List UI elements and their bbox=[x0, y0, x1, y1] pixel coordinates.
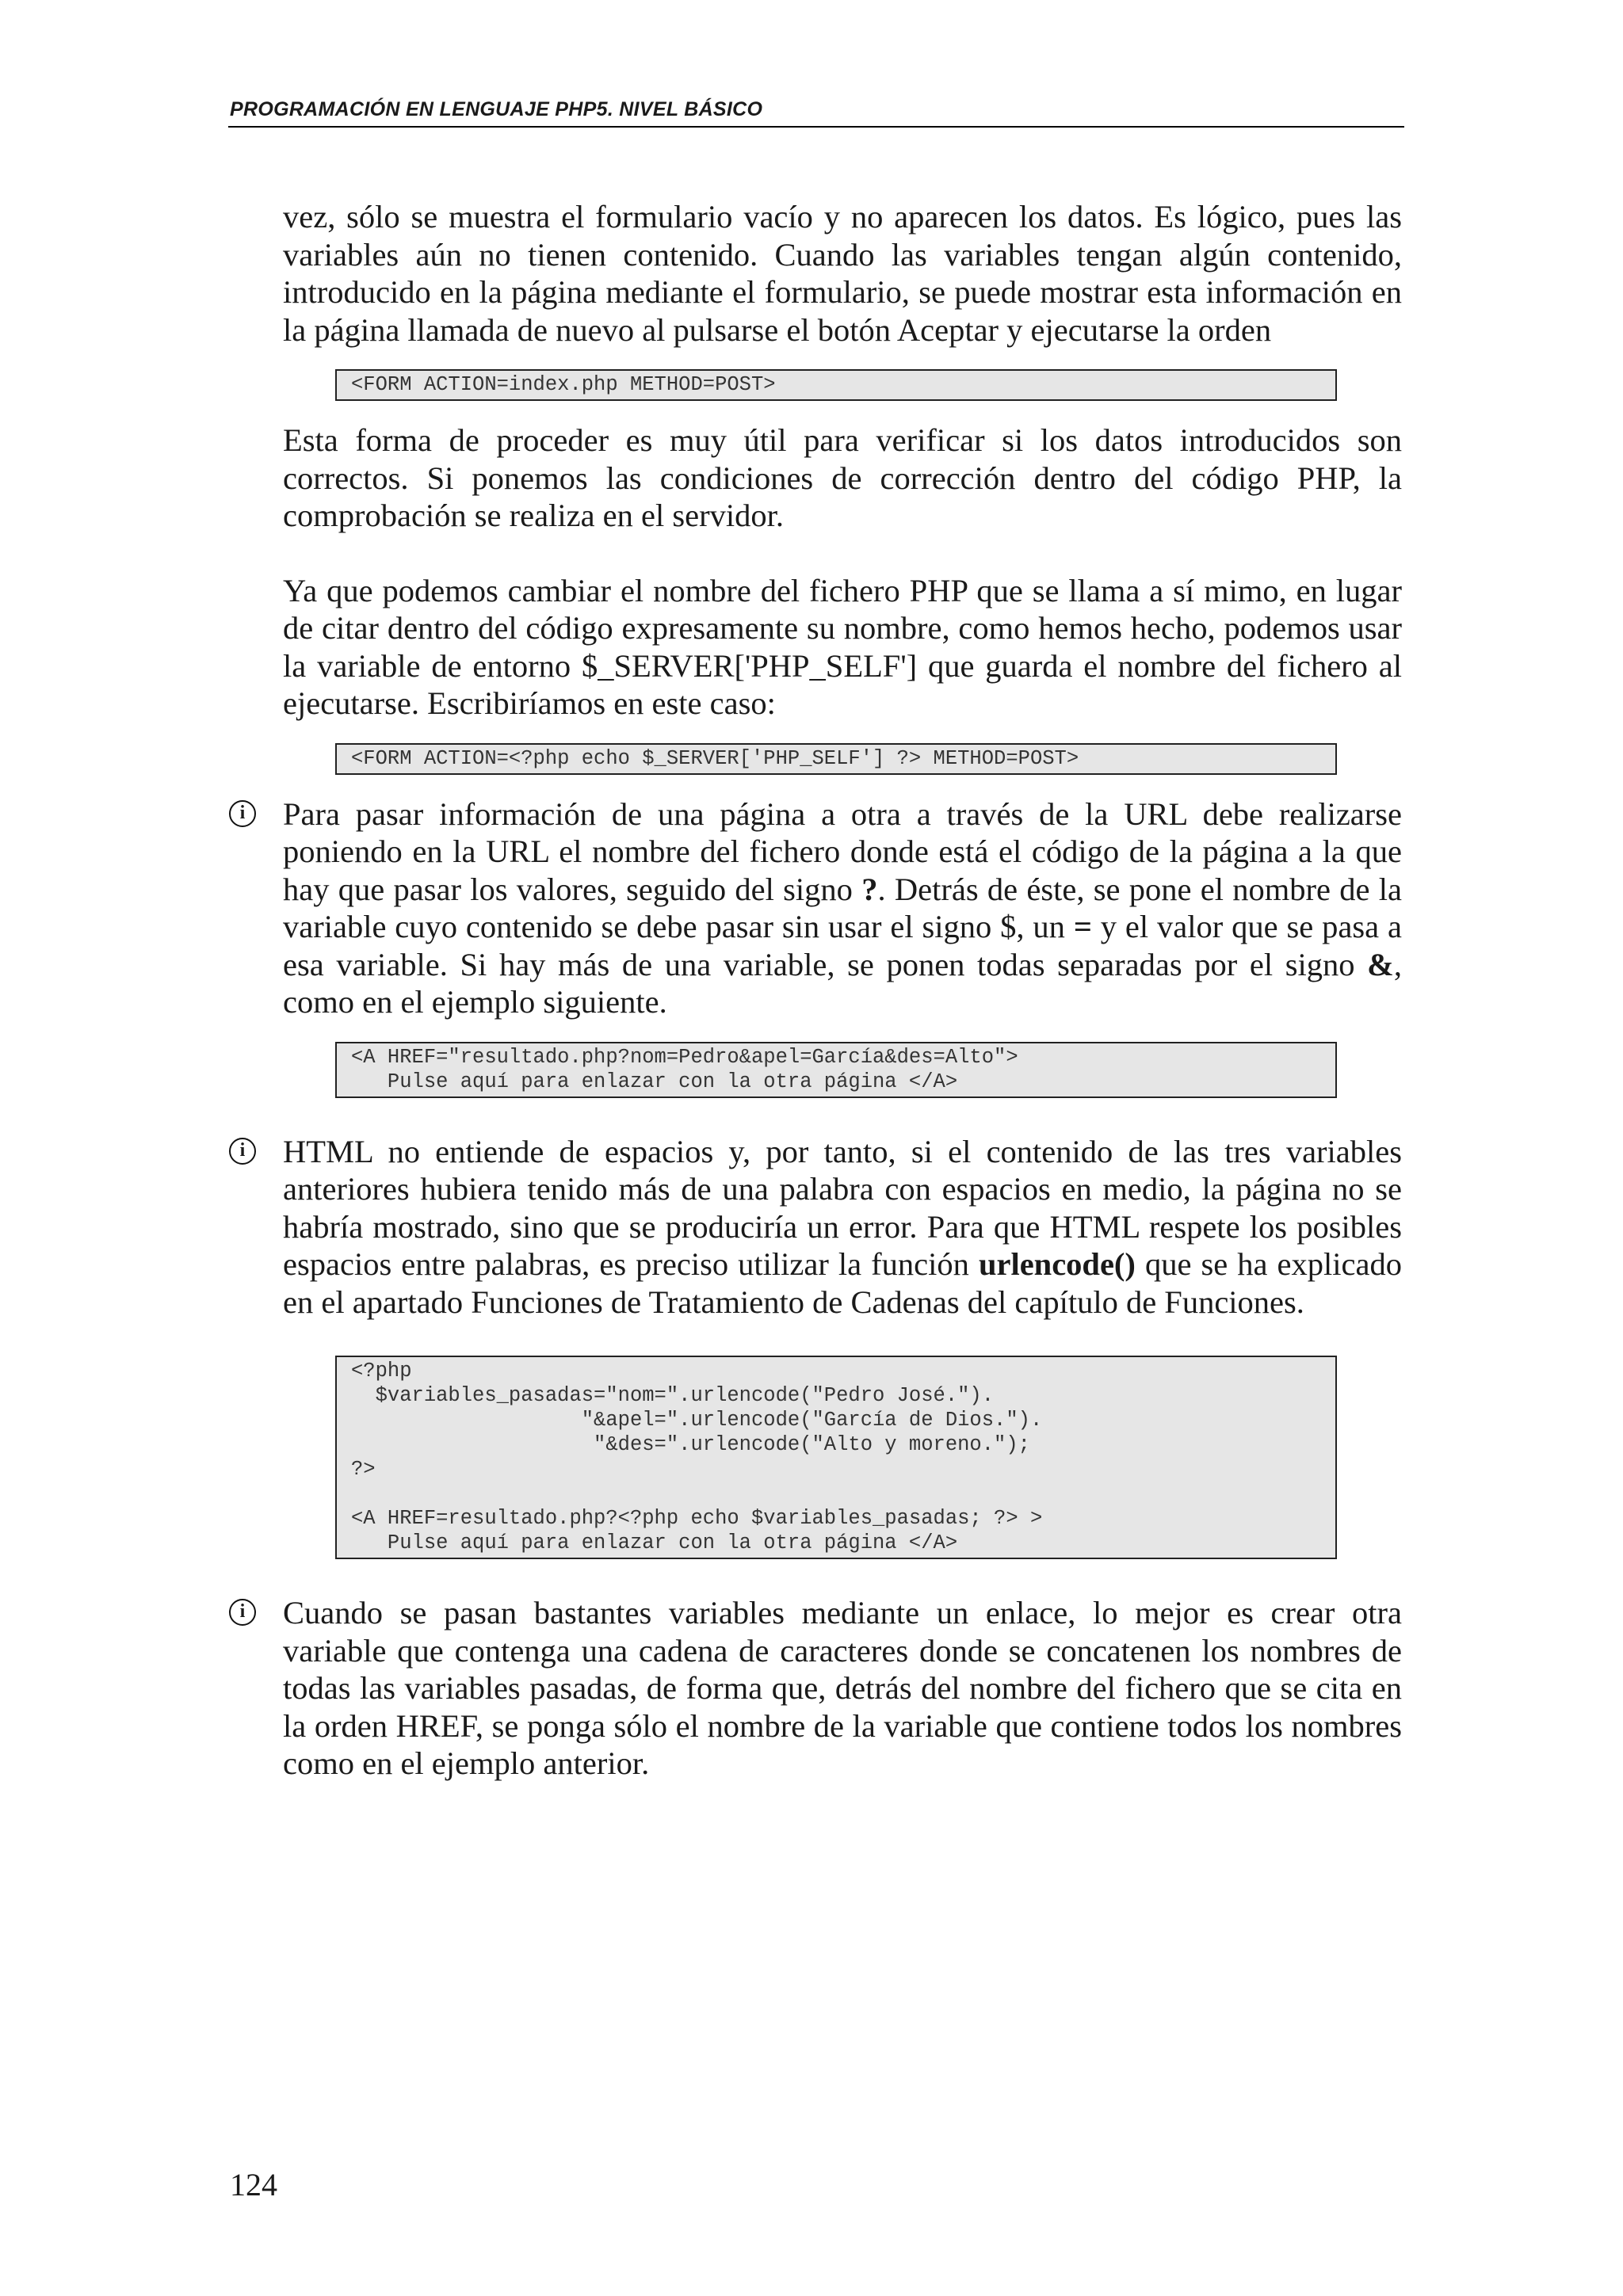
code-block: <?php $variables_pasadas="nom=".urlencode("Pedro José."). "&apel=".urlencode("García de Dios."). "&des=".urlencode("Alto y moreno."); ?> <A HREF=resultado.php?<?php echo $variables_pasadas; ?> > Pulse aquí para enlazar con la otra página </A> bbox=[335, 1356, 1337, 1559]
page-number: 124 bbox=[230, 2167, 277, 2203]
running-header: PROGRAMACIÓN EN LENGUAJE PHP5. NIVEL BÁSICO bbox=[230, 98, 763, 120]
header-rule bbox=[228, 126, 1404, 128]
paragraph: Ya que podemos cambiar el nombre del fichero PHP que se llama a sí mimo, en lugar de citar dentro del código expresamente su nombre, como hemos hecho, podemos usar la variable de entorno $_SERVER['PHP_SELF'] que guarda el nombre del fichero al ejecutarse. Escribiríamos en este caso: bbox=[283, 572, 1402, 721]
paragraph: vez, sólo se muestra el formulario vacío y no aparecen los datos. Es lógico, pues las variables aún no tienen contenido. Cuando las variables tengan algún contenido, introducido en la página mediante el formulario, se puede mostrar esta información en la página llamada de nuevo al pulsarse el botón Aceptar y ejecutarse la orden bbox=[283, 199, 1402, 348]
paragraph-gap bbox=[283, 535, 1402, 572]
code-block: <A HREF="resultado.php?nom=Pedro&apel=García&des=Alto"> Pulse aquí para enlazar con la otra página </A> bbox=[335, 1042, 1337, 1098]
page-body bbox=[239, 198, 1402, 1783]
paragraph: Esta forma de proceder es muy útil para verificar si los datos introducidos son correctos. Si ponemos las condiciones de corrección dentro del código PHP, la comprobación se realiza en el servidor. bbox=[283, 422, 1402, 533]
code-block: <FORM ACTION=index.php METHOD=POST> bbox=[335, 369, 1337, 401]
info-note: i Para pasar información de una página a otra a través de la URL debe realizarse poniendo en la URL el nombre del fichero donde está el código de la página a la que hay que pasar los valores, seguido del signo ?. Detrás de éste, se pone el nombre de la variable cuyo contenido se debe pasar sin usar el signo $, un = y el valor que se pasa a esa variable. Si hay más de una variable, se ponen todas separadas por el signo &, como en el ejemplo siguiente. bbox=[283, 795, 1402, 1021]
info-circle-icon: i bbox=[229, 1599, 256, 1626]
code-block: <FORM ACTION=<?php echo $_SERVER['PHP_SELF'] ?> METHOD=POST> bbox=[335, 743, 1337, 775]
info-circle-icon: i bbox=[229, 1138, 256, 1165]
info-note: i HTML no entiende de espacios y, por tanto, si el contenido de las tres variables anteriores hubiera tenido más de una palabra con espacios en medio, la página no se habría mostrado, sino que se produciría un error. Para que HTML respete los posibles espacios entre palabras, es preciso utilizar la función urlencode() que se ha explicado en el apartado Funciones de Tratamiento de Cadenas del capítulo de Funciones. bbox=[283, 1133, 1402, 1322]
info-circle-icon: i bbox=[229, 800, 256, 827]
info-note: i Cuando se pasan bastantes variables mediante un enlace, lo mejor es crear otra variable que contenga una cadena de caracteres donde se concatenen los nombres de todas las variables pasadas, de forma que, detrás del nombre del fichero que se cita en la orden HREF, se ponga sólo el nombre de la variable que contiene todos los nombres como en el ejemplo anterior. bbox=[283, 1594, 1402, 1783]
